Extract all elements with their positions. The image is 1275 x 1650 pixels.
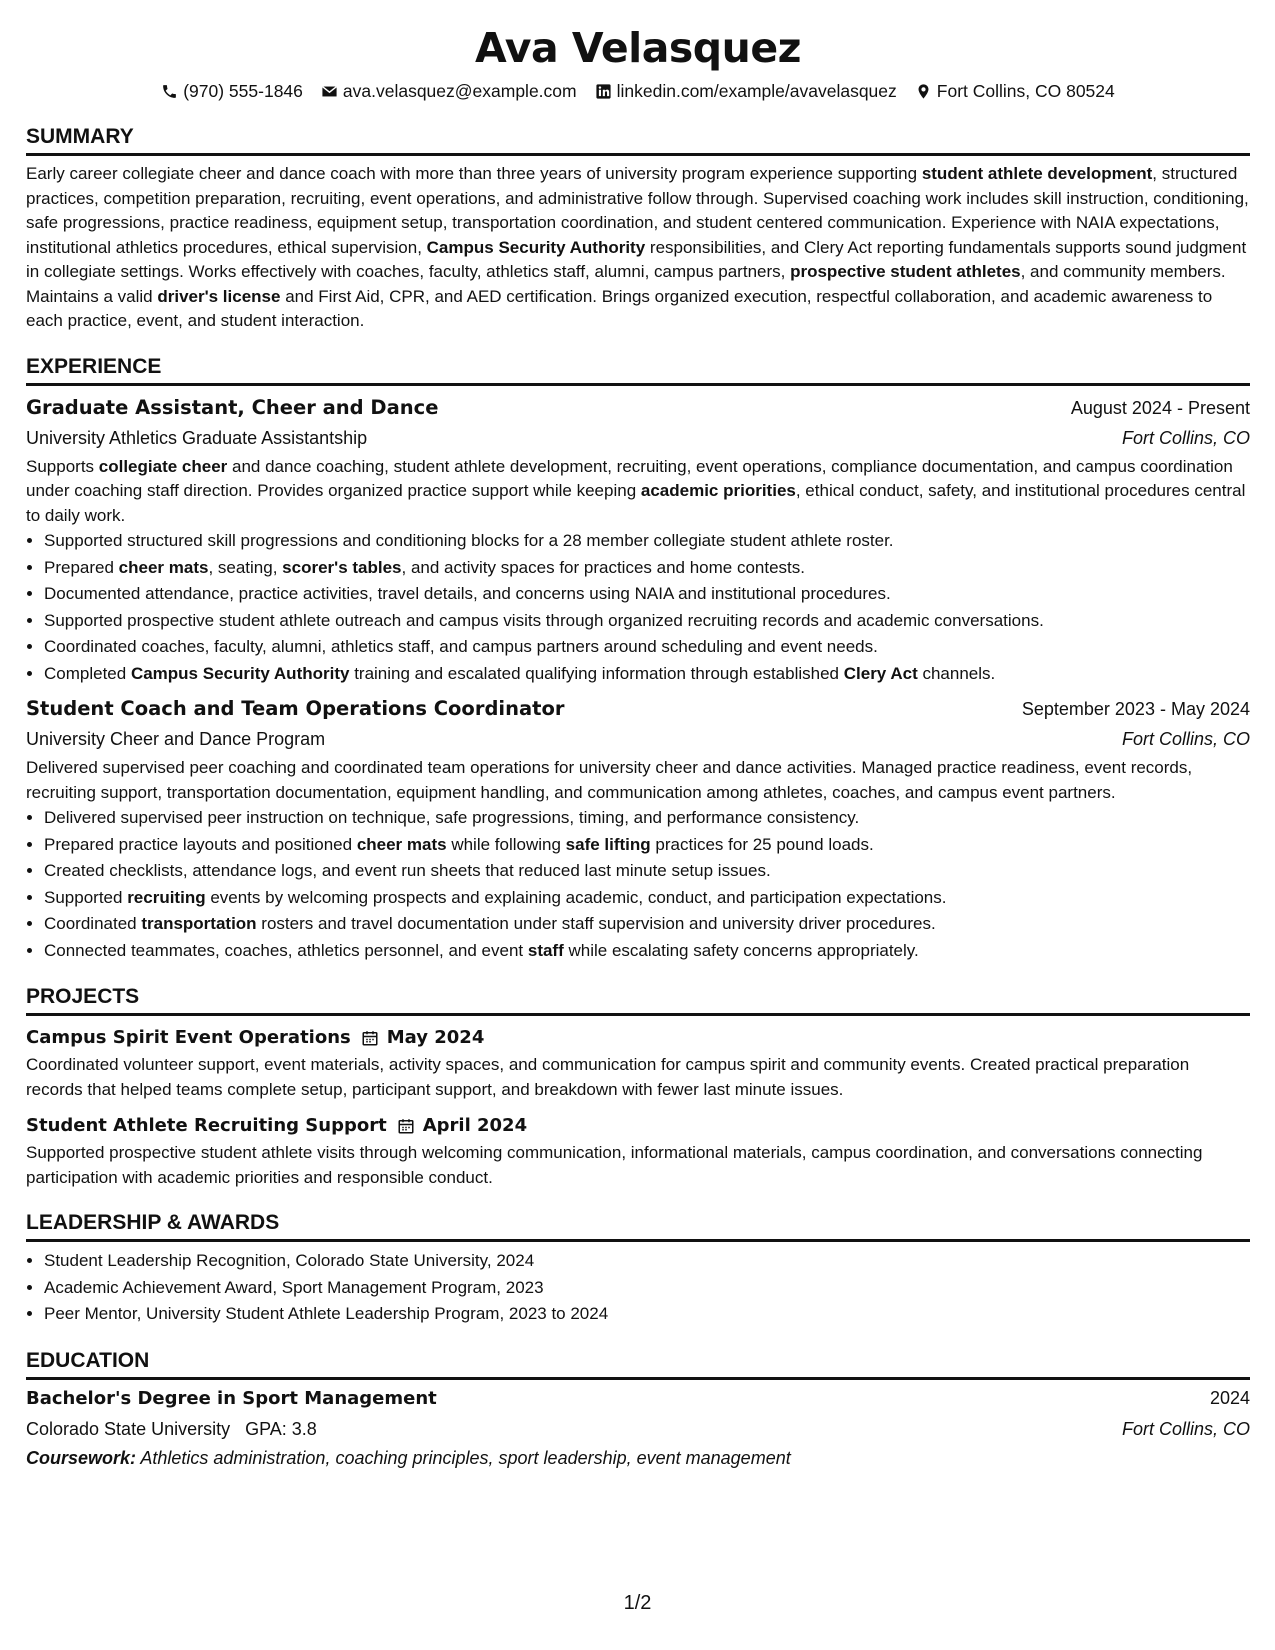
degree-title: Bachelor's Degree in Sport Management <box>26 1387 437 1409</box>
job-bullets <box>26 805 1250 964</box>
leadership-heading: LEADERSHIP & AWARDS <box>26 1210 1250 1242</box>
project-title: Student Athlete Recruiting Support <box>26 1115 387 1136</box>
envelope-icon <box>321 83 338 100</box>
job-location: Fort Collins, CO <box>1121 729 1250 749</box>
job-org: University Cheer and Dance Program <box>26 729 326 749</box>
project-title: Campus Spirit Event Operations <box>26 1027 351 1048</box>
project-description: Supported prospective student athlete visits through welcoming communication, informational materials, campus coordination, and conversations connecting participation with academic priorities and responsible conduct. <box>26 1143 1203 1187</box>
map-pin-icon <box>915 83 932 100</box>
list-item: • Academic Achievement Award, Sport Management Program, 2023 <box>44 1275 1250 1302</box>
job-org: University Athletics Graduate Assistantship <box>26 427 368 448</box>
school-location: Fort Collins, CO <box>1121 1418 1250 1439</box>
list-item: • Coordinated coaches, faculty, alumni, athletics staff, and campus partners around scheduling and event needs. <box>44 634 1250 661</box>
education-heading: EDUCATION <box>26 1348 1250 1380</box>
list-item: • Created checklists, attendance logs, and event run sheets that reduced last minute setup issues. <box>44 858 1250 885</box>
experience-heading: EXPERIENCE <box>26 354 1250 386</box>
coursework: Coursework: Athletics administration, coaching principles, sport leadership, event management <box>26 1447 791 1468</box>
contact-email[interactable] <box>321 81 577 102</box>
candidate-name: Ava Velasquez <box>474 24 802 72</box>
list-item: • Student Leadership Recognition, Colorado State University, 2024 <box>44 1248 1250 1275</box>
project-entry <box>26 1024 1250 1102</box>
list-item: • Delivered supervised peer instruction on technique, safe progressions, timing, and performance consistency. <box>44 805 1250 832</box>
list-item: • Documented attendance, practice activities, travel details, and concerns using NAIA and institutional procedures. <box>44 581 1250 608</box>
gpa: GPA: 3.8 <box>245 1418 317 1439</box>
job-title: Graduate Assistant, Cheer and Dance <box>26 395 439 419</box>
calendar-icon <box>361 1029 379 1047</box>
list-item: • Supported structured skill progressions and conditioning blocks for a 28 member collegiate student athlete roster. <box>44 528 1250 555</box>
calendar-icon <box>397 1117 415 1135</box>
degree-year: 2024 <box>1209 1387 1250 1408</box>
job-bullets <box>26 528 1250 687</box>
project-entry <box>26 1112 1250 1190</box>
list-item: • Completed Campus Security Authority training and escalated qualifying information through established Clery Act channels. <box>44 661 1250 688</box>
list-item: • Coordinated transportation rosters and travel documentation under staff supervision and university driver procedures. <box>44 911 1250 938</box>
linkedin-text: linkedin.com/example/avavelasquez <box>616 80 897 101</box>
contact-bar <box>26 78 1250 104</box>
email-text: ava.velasquez@example.com <box>342 80 577 101</box>
job-description: Supports collegiate cheer and dance coaching, student athlete development, recruiting, event operations, compliance documentation, and campus coordination under coaching staff direction. Provides organized practice support while keeping academic priorities, ethical conduct, safety, and institutional procedures central to daily work. <box>26 456 1246 525</box>
list-item: • Supported recruiting events by welcoming prospects and explaining academic, conduct, and participation expectations. <box>44 885 1250 912</box>
contact-location <box>915 81 1115 102</box>
contact-phone[interactable] <box>161 81 303 102</box>
school-info <box>26 1414 317 1444</box>
job-date: September 2023 - May 2024 <box>1021 699 1250 719</box>
location-text: Fort Collins, CO 80524 <box>936 80 1115 101</box>
job-title: Student Coach and Team Operations Coordinator <box>26 697 565 720</box>
list-item: • Prepared practice layouts and positioned cheer mats while following safe lifting practices for 25 pound loads. <box>44 832 1250 859</box>
job-location: Fort Collins, CO <box>1121 427 1250 448</box>
summary-heading: SUMMARY <box>26 124 1250 156</box>
job-entry <box>26 694 1250 964</box>
phone-icon <box>161 83 178 100</box>
job-date: August 2024 - Present <box>1070 397 1250 418</box>
leadership-list <box>26 1248 1250 1328</box>
contact-linkedin[interactable] <box>595 81 897 102</box>
school-name: Colorado State University <box>26 1418 231 1439</box>
phone-text: (970) 555-1846 <box>183 80 303 101</box>
list-item: • Supported prospective student athlete outreach and campus visits through organized recruiting records and academic conversations. <box>44 608 1250 635</box>
summary-text: Early career collegiate cheer and dance coach with more than three years of university program experience supporting student athlete development, structured practices, competition preparation, recruiting, event operations, and administrative follow through. Supervised coaching work includes skill instruction, conditioning, safe progressions, practice readiness, equipment setup, transportation coordination, and student centered communication. Experience with NAIA expectations, institutional athletics procedures, ethical supervision, Campus Security Authority responsibilities, and Clery Act reporting fundamentals supports sound judgment in collegiate settings. Works effectively with coaches, faculty, athletics staff, alumni, campus partners, prospective student athletes, and community members. Maintains a valid driver's license and First Aid, CPR, and AED certification. Brings organized execution, respectful collaboration, and academic awareness to each practice, event, and student interaction. <box>26 164 1249 330</box>
list-item: • Peer Mentor, University Student Athlete Leadership Program, 2023 to 2024 <box>44 1301 1250 1328</box>
list-item: • Connected teammates, coaches, athletics personnel, and event staff while escalating safety concerns appropriately. <box>44 938 1250 965</box>
page-number: 1/2 <box>623 1592 652 1614</box>
projects-heading: PROJECTS <box>26 984 1250 1016</box>
linkedin-icon <box>595 83 612 100</box>
list-item: • Prepared cheer mats, seating, scorer's tables, and activity spaces for practices and home contests. <box>44 555 1250 582</box>
project-description: Coordinated volunteer support, event materials, activity spaces, and communication for campus spirit and community events. Created practical preparation records that helped teams complete setup, participant support, and breakdown with fewer last minute issues. <box>26 1055 1190 1099</box>
project-date: May 2024 <box>386 1027 485 1048</box>
resume-page <box>26 0 1250 1472</box>
job-entry <box>26 393 1250 688</box>
project-date: April 2024 <box>422 1115 528 1136</box>
job-description: Delivered supervised peer coaching and coordinated team operations for university cheer and dance activities. Managed practice readiness, event records, recruiting support, transportation documentation, equipment handling, and communication among athletes, coaches, and campus event partners. <box>26 758 1193 802</box>
